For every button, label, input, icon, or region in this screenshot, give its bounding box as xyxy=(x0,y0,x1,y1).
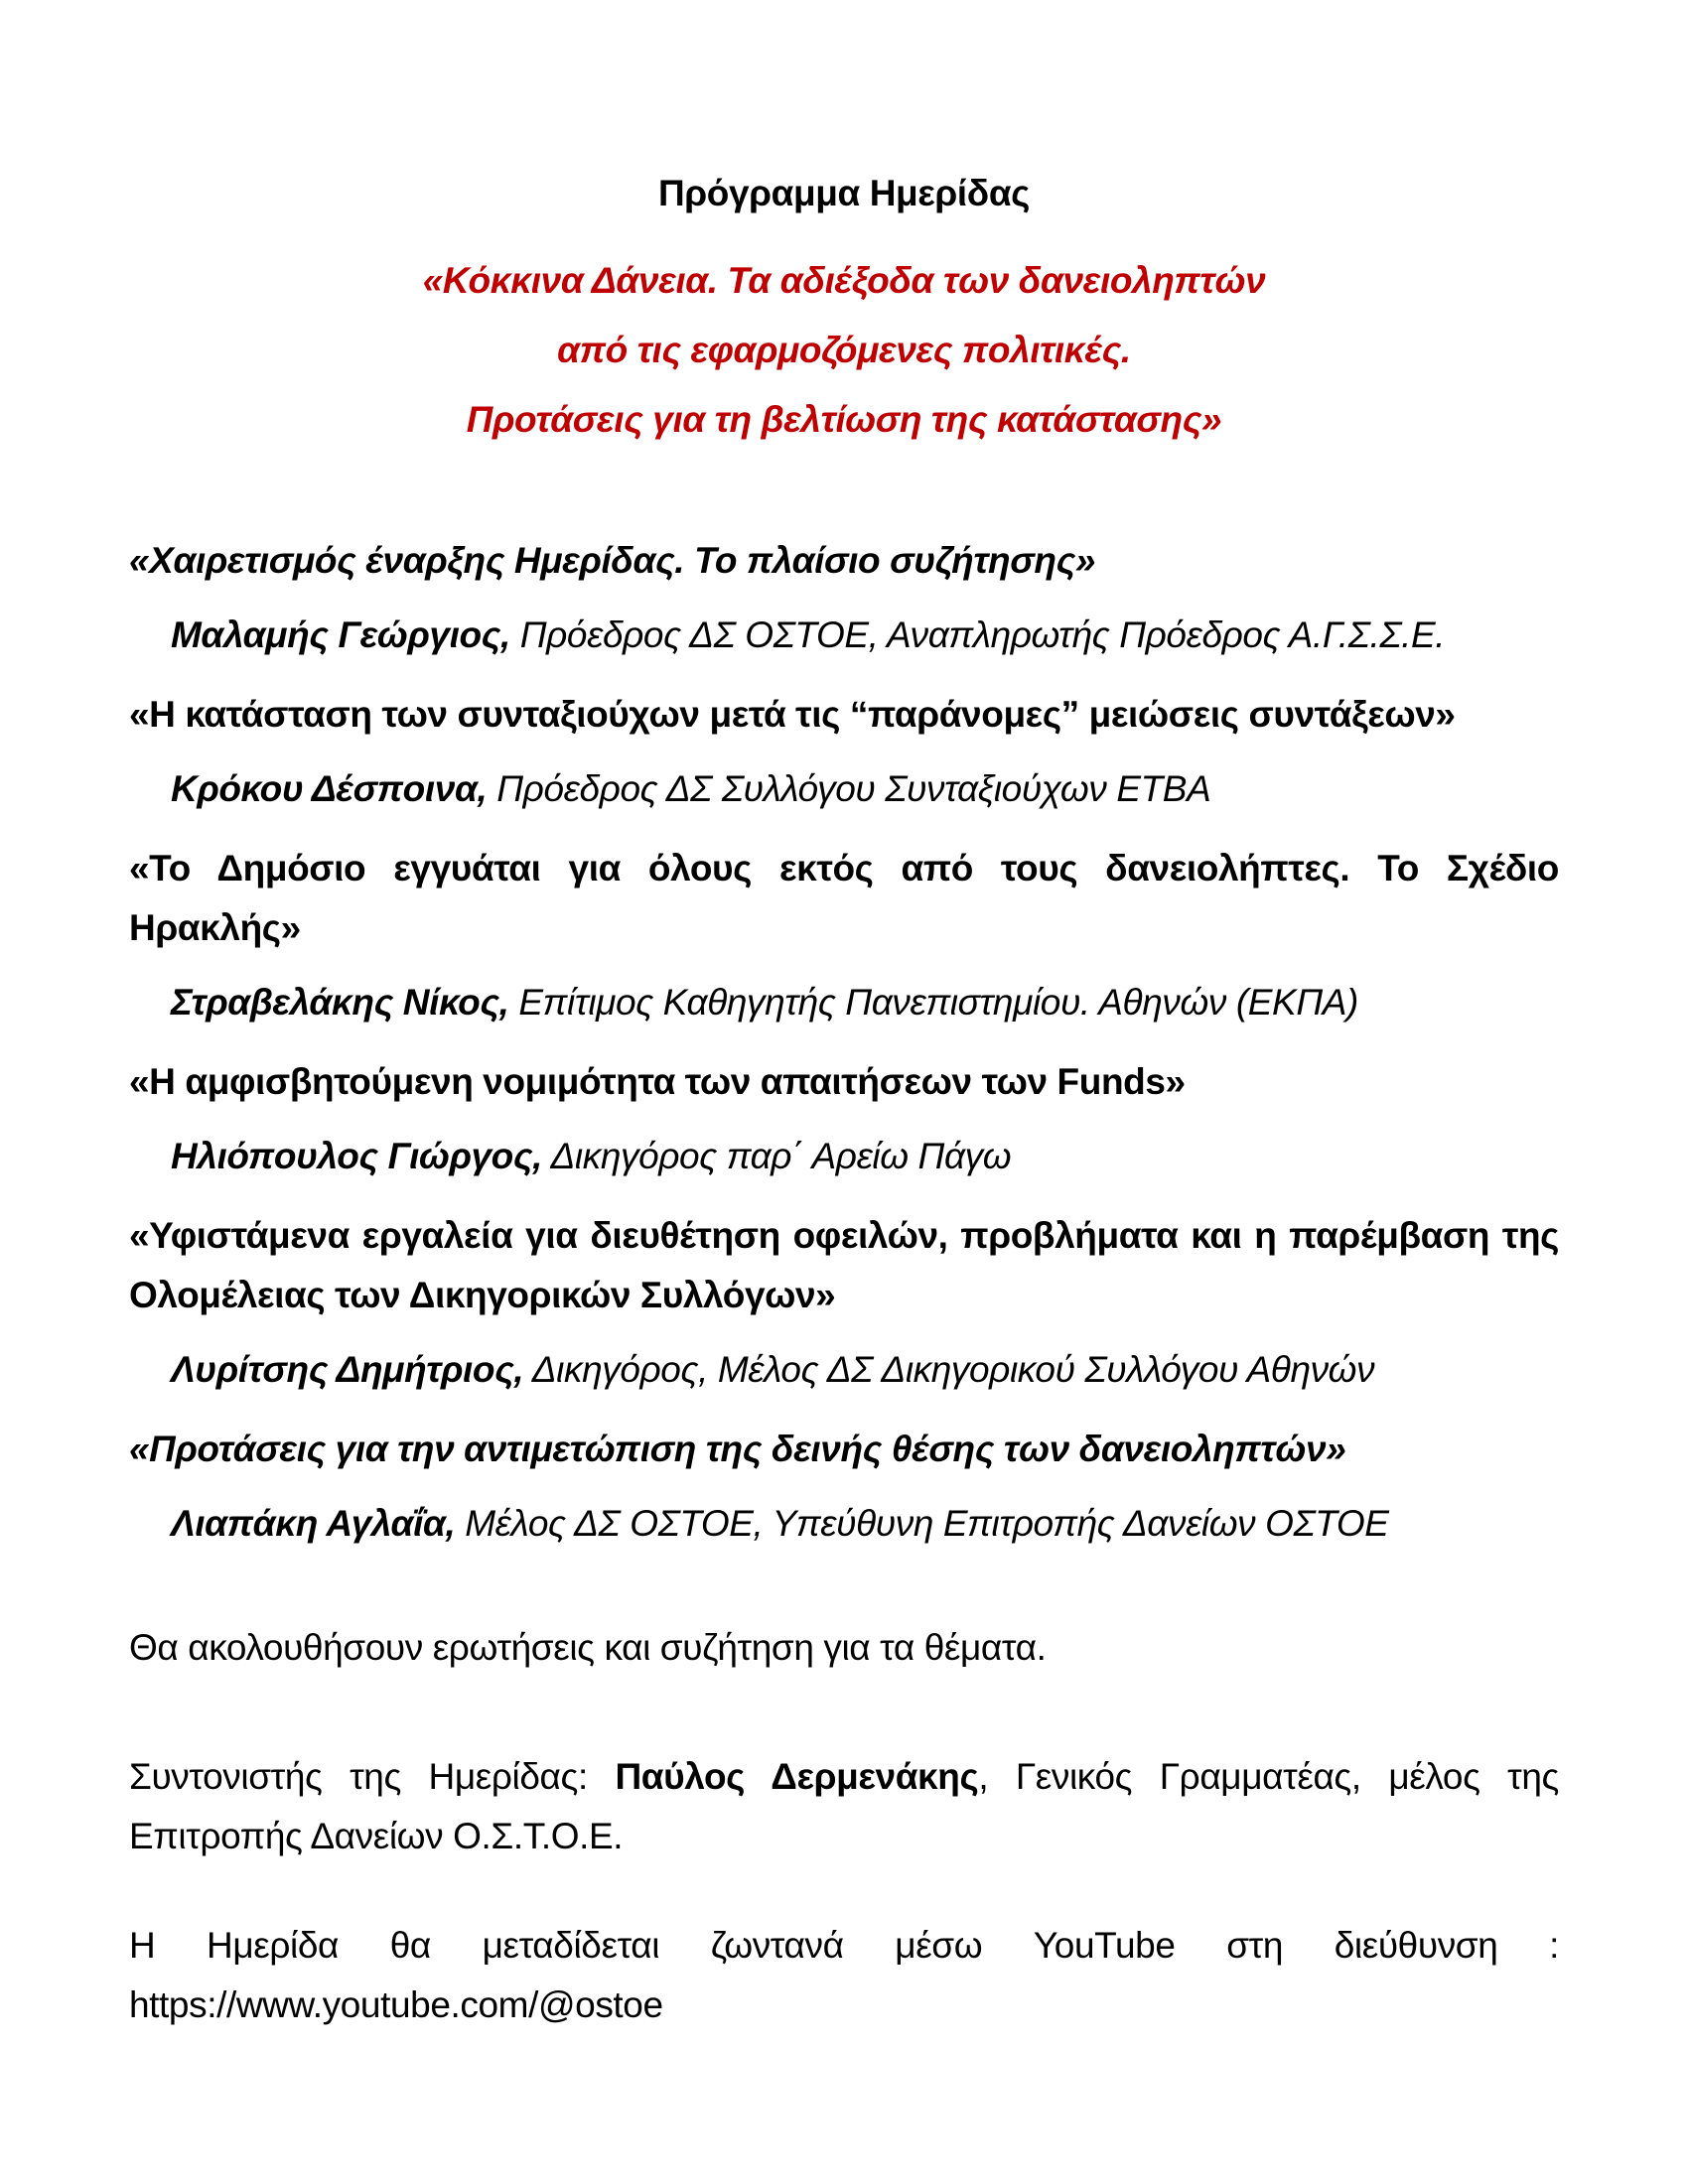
event-subtitle-line-1: «Κόκκινα Δάνεια. Τα αδιέξοδα των δανειοληπτών xyxy=(422,260,1266,301)
program-item xyxy=(129,685,1559,819)
page-title: Πρόγραμμα Ημερίδας xyxy=(657,173,1031,213)
session-title: «Υφιστάμενα εργαλεία για διευθέτηση οφειλών, προβλήματα και η παρέμβαση της Ολομέλειας των Δικηγορικών Συλλόγων» xyxy=(129,1215,1559,1315)
session-title: «Προτάσεις για την αντιμετώπιση της δεινής θέσης των δανειοληπτών» xyxy=(129,1429,1346,1469)
program-item xyxy=(129,1206,1559,1400)
coordinator-name: Παύλος Δερμενάκης xyxy=(615,1756,979,1797)
event-subtitle-line-2: από τις εφαρμοζόμενες πολιτικές. xyxy=(557,330,1131,370)
stream-info-line xyxy=(129,1916,1559,2035)
speaker-name: Ηλιόπουλος Γιώργος, xyxy=(171,1136,542,1176)
youtube-link[interactable]: https://www.youtube.com/@ostoe xyxy=(129,1984,663,2025)
program-item xyxy=(129,1052,1559,1186)
speaker-role: Δικηγόρος, Μέλος ΔΣ Δικηγορικού Συλλόγου Αθηνών xyxy=(523,1349,1375,1390)
speaker-name: Μαλαμής Γεώργιος, xyxy=(171,614,510,655)
speaker-line xyxy=(129,606,1559,665)
program-item xyxy=(129,531,1559,665)
session-title: «Η κατάσταση των συνταξιούχων μετά τις “παράνομες” μειώσεις συντάξεων» xyxy=(129,694,1456,735)
session-title: «Η αμφισβητούμενη νομιμότητα των απαιτήσεων των Funds» xyxy=(129,1061,1186,1102)
speaker-line xyxy=(129,1127,1559,1186)
coordinator-prefix: Συντονιστής της Ημερίδας: xyxy=(129,1756,616,1797)
speaker-role: Δικηγόρος παρ΄ Αρείω Πάγω xyxy=(542,1136,1012,1176)
speaker-role: Πρόεδρος ΔΣ ΟΣΤΟΕ, Αναπληρωτής Πρόεδρος Α.Γ.Σ.Σ.Ε. xyxy=(509,614,1446,655)
speaker-name: Κρόκου Δέσποινα, xyxy=(171,768,488,809)
speaker-name: Λιαπάκη Αγλαΐα, xyxy=(171,1503,456,1544)
questions-note: Θα ακολουθήσουν ερωτήσεις και συζήτηση για τα θέματα. xyxy=(129,1627,1047,1668)
session-title: «Το Δημόσιο εγγυάται για όλους εκτός από τους δανειολήπτες. Το Σχέδιο Ηρακλής» xyxy=(129,848,1559,948)
session-title: «Χαιρετισμός έναρξης Ημερίδας. Το πλαίσιο συζήτησης» xyxy=(129,540,1096,581)
program-item xyxy=(129,839,1559,1032)
stream-text: Η Ημερίδα θα μεταδίδεται ζωντανά μέσω YouTube στη διεύθυνση : xyxy=(129,1925,1559,1966)
coordinator-suffix: , Γενικός Γραμματέας, μέλος της Επιτροπής Δανείων Ο.Σ.Τ.Ο.Ε. xyxy=(129,1756,1559,1856)
speaker-role: Μέλος ΔΣ ΟΣΤΟΕ, Υπεύθυνη Επιτροπής Δανείων ΟΣΤΟΕ xyxy=(455,1503,1389,1544)
speaker-line xyxy=(129,973,1559,1032)
event-subtitle-line-3: Προτάσεις για τη βελτίωση της κατάστασης» xyxy=(466,399,1222,440)
speaker-line xyxy=(129,1494,1559,1554)
speaker-name: Λυρίτσης Δημήτριος, xyxy=(171,1349,524,1390)
coordinator-line xyxy=(129,1747,1559,1866)
speaker-line xyxy=(129,759,1559,819)
speaker-role: Πρόεδρος ΔΣ Συλλόγου Συνταξιούχων ΕΤΒΑ xyxy=(487,768,1211,809)
speaker-role: Επίτιμος Καθηγητής Πανεπιστημίου. Αθηνών (ΕΚΠΑ) xyxy=(508,982,1358,1023)
speaker-line xyxy=(129,1340,1559,1400)
program-item xyxy=(129,1420,1559,1554)
speaker-name: Στραβελάκης Νίκος, xyxy=(171,982,509,1023)
